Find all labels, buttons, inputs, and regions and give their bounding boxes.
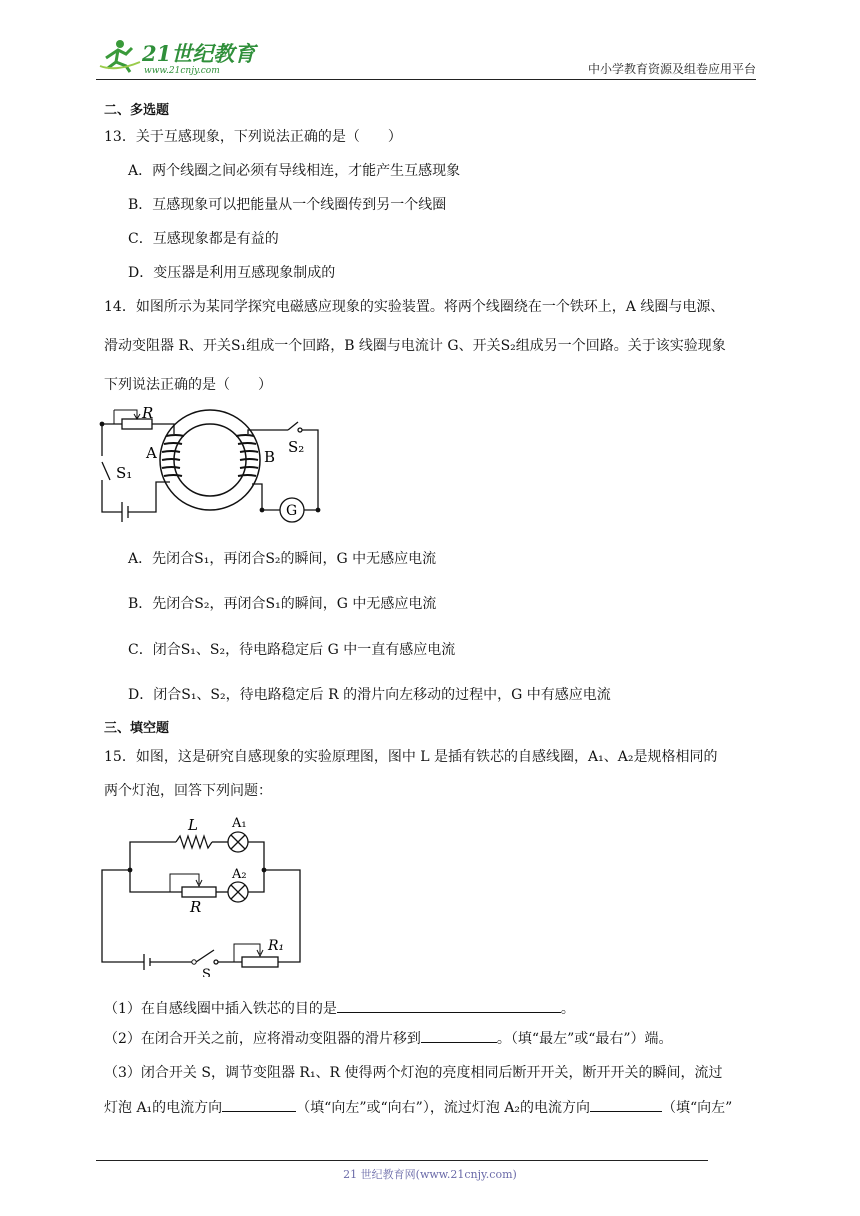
q15-label-r: R	[190, 898, 202, 916]
q15-part1-answer-blank[interactable]	[337, 998, 561, 1013]
q15-label-l: L	[188, 816, 198, 834]
logo-text: 21世纪教育	[142, 41, 256, 66]
q15-part3-text-c: （填“向左”	[662, 1100, 733, 1116]
footer-divider	[96, 1160, 708, 1161]
q14-stem-line2: 滑动变阻器 R、开关S₁组成一个回路，B 线圈与电流计 G、开关S₂组成另一个回路。关于该实验现象	[104, 338, 726, 354]
q14-option-b: B．先闭合S₂，再闭合S₁的瞬间，G 中无感应电流	[128, 596, 437, 612]
q15-label-a2: A₂	[232, 867, 247, 882]
q14-stem-line3: 下列说法正确的是（ ）	[104, 377, 272, 393]
q13-option-b: B．互感现象可以把能量从一个线圈传到另一个线圈	[128, 197, 447, 213]
q14-circuit-diagram	[92, 400, 332, 530]
q13-option-a: A．两个线圈之间必须有导线相连，才能产生互感现象	[128, 163, 461, 179]
q13-stem: 13．关于互感现象，下列说法正确的是（ ）	[104, 129, 402, 145]
q14-label-r: R	[142, 404, 154, 422]
q15-part2	[104, 1028, 673, 1049]
q14-label-g: G	[286, 503, 298, 519]
q15-part3-line2	[104, 1097, 732, 1118]
q15-part1	[104, 998, 575, 1019]
q15-part2-text: （2）在闭合开关之前，应将滑动变阻器的滑片移到	[104, 1031, 421, 1047]
site-logo	[96, 36, 266, 76]
q15-stem-line1: 15．如图，这是研究自感现象的实验原理图，图中 L 是插有铁芯的自感线圈，A₁、A₂是规格相同的	[104, 749, 718, 765]
q15-part1-text: （1）在自感线圈中插入铁芯的目的是	[104, 1001, 337, 1017]
q15-label-s: S	[202, 967, 211, 977]
q15-part3-answer-blank-1[interactable]	[222, 1097, 296, 1112]
header-divider	[96, 79, 756, 80]
q14-label-b: B	[264, 448, 276, 466]
q14-option-d: D．闭合S₁、S₂，待电路稳定后 R 的滑片向左移动的过程中，G 中有感应电流	[128, 687, 611, 703]
q13-option-c: C．互感现象都是有益的	[128, 231, 279, 247]
q14-option-a: A．先闭合S₁，再闭合S₂的瞬间，G 中无感应电流	[128, 551, 437, 567]
platform-name: 中小学教育资源及组卷应用平台	[587, 62, 756, 76]
q15-label-r1: R₁	[268, 938, 285, 954]
q15-part2-end: 。（填“最左”或“最右”）端。	[496, 1031, 673, 1047]
q14-stem-line1: 14．如图所示为某同学探究电磁感应现象的实验装置。将两个线圈绕在一个铁环上，A 线圈与电源、	[104, 299, 725, 315]
logo-runner-icon	[96, 36, 266, 76]
section-title-fill: 三、填空题	[104, 721, 170, 736]
q13-option-d: D．变压器是利用互感现象制成的	[128, 265, 336, 281]
q15-part3-answer-blank-2[interactable]	[590, 1097, 662, 1112]
q14-label-a: A	[146, 444, 157, 462]
q15-part3-text-a: 灯泡 A₁的电流方向	[104, 1100, 223, 1116]
q14-option-c: C．闭合S₁、S₂，待电路稳定后 G 中一直有感应电流	[128, 642, 456, 658]
q14-label-s1: S₁	[116, 464, 133, 482]
q15-part1-end: 。	[560, 1001, 575, 1017]
q15-part3-text-b: （填“向左”或“向右”），流过灯泡 A₂的电流方向	[296, 1100, 590, 1116]
footer-text: 21 世纪教育网(www.21cnjy.com)	[343, 1168, 517, 1181]
q15-part2-answer-blank[interactable]	[421, 1028, 497, 1043]
q15-stem-line2: 两个灯泡，回答下列问题：	[104, 783, 272, 799]
logo-url: www.21cnjy.com	[144, 66, 220, 76]
q14-label-s2: S₂	[288, 438, 305, 456]
q15-label-a1: A₁	[232, 816, 247, 831]
section-title-multi: 二、多选题	[104, 103, 170, 118]
q15-circuit-diagram	[96, 812, 316, 977]
q15-part3-line1: （3）闭合开关 S，调节变阻器 R₁、R 使得两个灯泡的亮度相同后断开开关，断开开关的瞬间，流过	[104, 1065, 723, 1081]
